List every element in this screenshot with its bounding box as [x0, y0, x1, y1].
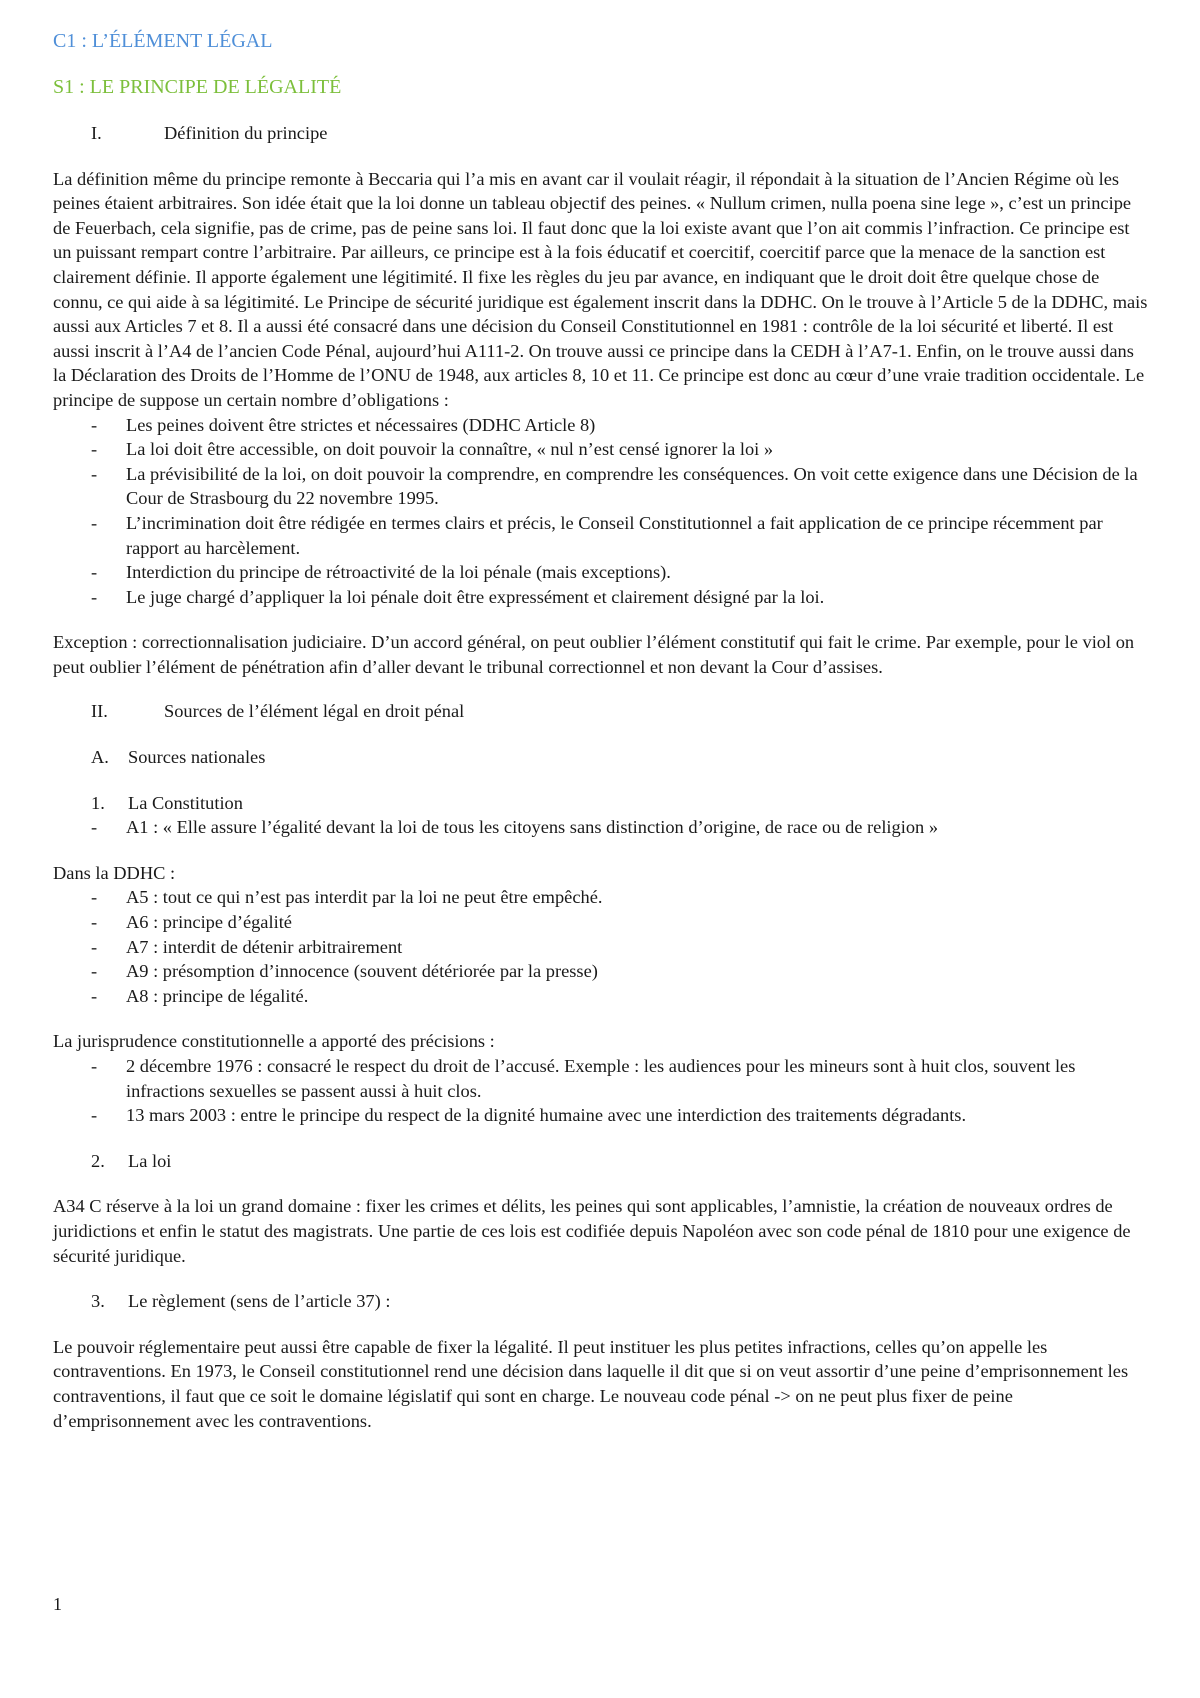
item-1-heading: [91, 791, 1148, 816]
jurisprudence-list: [53, 1054, 1148, 1128]
item-2-number: 2.: [91, 1150, 105, 1171]
part-2-number: II.: [91, 701, 108, 722]
list-item: - A6 : principe d’égalité: [53, 910, 1148, 935]
reglement-paragraph: Le pouvoir réglementaire peut aussi être capable de fixer la légalité. Il peut instituer les plus petites infractions, celles qu’on appelle les contraventions. En 1973, le Conseil constitutionnel rend une décision dans laquelle il dit que si on veut assortir d’une peine d’emprisonnement les contraventions, il faut que ce soit le domaine législatif qui sont en charge. Le nouveau code pénal -> on ne peut plus fixer de peine d’emprisonnement avec les contraventions.: [53, 1336, 1129, 1431]
item-2-title: La loi: [128, 1150, 172, 1171]
ddhc-list: [53, 885, 1148, 1008]
item-3-number: 3.: [91, 1291, 105, 1312]
part-1-number: I.: [91, 123, 102, 143]
subsection-a-title: Sources nationales: [128, 747, 266, 768]
loi-paragraph: A34 C réserve à la loi un grand domaine : fixer les crimes et délits, les peines qui sont applicables, l’amnistie, la création de nouveaux ordres de juridictions et enfin le statut des magistrats. Une partie de ces lois est codifiée depuis Napoléon avec son code pénal de 1810 pour une exigence de sécurité juridique.: [53, 1196, 1131, 1266]
list-item: - A8 : principe de légalité.: [53, 984, 1148, 1009]
obligations-list: [53, 413, 1148, 610]
part-2-title: Sources de l’élément légal en droit pénal: [164, 701, 465, 722]
definition-paragraph: La définition même du principe remonte à Beccaria qui l’a mis en avant car il voulait réagir, il répondait à la situation de l’Ancien Régime où les peines étaient arbitraires. Son idée était que la loi donne un tableau objectif des peines. « Nullum crimen, nulla poena sine lege », c’est un principe de Feuerbach, cela signifie, pas de crime, pas de peine sans loi. Il faut donc que la loi existe avant que l’on ait commis l’infraction. Ce principe est un puissant rempart contre l’arbitraire. Par ailleurs, ce principe est à la fois éducatif et coercitif, coercitif parce que la menace de la sanction est clairement définie. Il apporte également une légitimité. Il fixe les règles du jeu par avance, en indiquant que le droit doit être quelque chose de connu, ce qui aide à sa légitimité. Le Principe de sécurité juridique est également inscrit dans la DDHC. On le trouve à l’Article 5 de la DDHC, mais aussi aux Articles 7 et 8. Il a aussi été consacré dans une décision du Conseil Constitutionnel en 1981 : contrôle de la loi sécurité et liberté. Il est aussi inscrit à l’A4 de l’ancien Code Pénal, aujourd’hui A111-2. On trouve aussi ce principe dans la CEDH à l’A7-1. Enfin, on le trouve aussi dans la Déclaration des Droits de l’Homme de l’ONU de 1948, aux articles 8, 10 et 11. Ce principe est donc au cœur d’une vraie tradition occidentale. Le principe de suppose un certain nombre d’obligations :: [53, 168, 1148, 410]
list-item: - Interdiction du principe de rétroactivité de la loi pénale (mais exceptions).: [53, 560, 1148, 585]
list-item: - 13 mars 2003 : entre le principe du respect de la dignité humaine avec une interdiction des traitements dégradants.: [53, 1103, 1148, 1128]
item-2-heading: [91, 1149, 1148, 1174]
item-1-title: La Constitution: [128, 792, 243, 813]
subsection-a-number: A.: [91, 747, 109, 768]
list-item: - Le juge chargé d’appliquer la loi pénale doit être expressément et clairement désigné par la loi.: [53, 585, 1148, 610]
list-item: - La loi doit être accessible, on doit pouvoir la connaître, « nul n’est censé ignorer la loi »: [53, 437, 1148, 462]
part-2-heading: [91, 699, 1148, 724]
list-item: - A7 : interdit de détenir arbitrairement: [53, 935, 1148, 960]
list-item: - 2 décembre 1976 : consacré le respect du droit de l’accusé. Exemple : les audiences pour les mineurs sont à huit clos, souvent les infractions sexuelles se passent aussi à huit clos.: [53, 1054, 1148, 1103]
exception-paragraph: Exception : correctionnalisation judiciaire. D’un accord général, on peut oublier l’élément constitutif qui fait le crime. Par exemple, pour le viol on peut oublier l’élément de pénétration afin d’aller devant le tribunal correctionnel et non devant la Cour d’assises.: [53, 632, 1135, 677]
ddhc-intro: Dans la DDHC :: [53, 862, 176, 883]
part-1-heading: [91, 121, 1148, 146]
item-3-title: Le règlement (sens de l’article 37) :: [128, 1291, 391, 1312]
chapter-heading: C1 : L’ÉLÉMENT LÉGAL: [53, 30, 273, 52]
list-item: - A1 : « Elle assure l’égalité devant la loi de tous les citoyens sans distinction d’origine, de race ou de religion »: [53, 815, 1148, 840]
constitution-list: [53, 815, 1148, 840]
list-item: - A9 : présomption d’innocence (souvent détériorée par la presse): [53, 959, 1148, 984]
list-item: - La prévisibilité de la loi, on doit pouvoir la comprendre, en comprendre les conséquences. On voit cette exigence dans une Décision de la Cour de Strasbourg du 22 novembre 1995.: [53, 462, 1148, 511]
item-3-heading: [91, 1289, 1148, 1314]
item-1-number: 1.: [91, 792, 105, 813]
jurisprudence-intro: La jurisprudence constitutionnelle a apporté des précisions :: [53, 1031, 495, 1052]
part-1-title: Définition du principe: [164, 123, 328, 143]
list-item: - Les peines doivent être strictes et nécessaires (DDHC Article 8): [53, 413, 1148, 438]
document-page: [53, 24, 1148, 1433]
list-item: - A5 : tout ce qui n’est pas interdit par la loi ne peut être empêché.: [53, 885, 1148, 910]
page-number: 1: [53, 1594, 62, 1614]
list-item: - L’incrimination doit être rédigée en termes clairs et précis, le Conseil Constitutionnel a fait application de ce principe récemment par rapport au harcèlement.: [53, 511, 1148, 560]
section-heading: S1 : LE PRINCIPE DE LÉGALITÉ: [53, 76, 342, 98]
subsection-a-heading: [91, 745, 1148, 770]
